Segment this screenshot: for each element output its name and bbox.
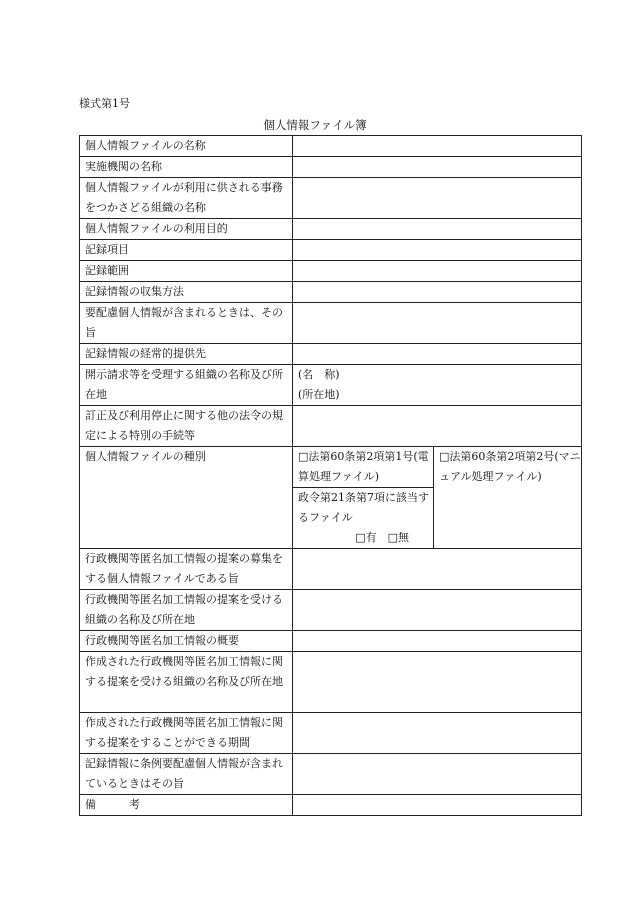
table-row — [80, 219, 582, 240]
value-cell-file-name[interactable] — [293, 136, 582, 157]
table-row — [80, 303, 582, 344]
value-cell-record-scope[interactable] — [293, 261, 582, 282]
value-cell-anonymized-info-summary[interactable] — [293, 631, 582, 652]
row-label-responsible-organization: 個人情報ファイルが利用に供される事務をつかさどる組織の名称 — [80, 178, 293, 219]
table-row — [80, 365, 582, 406]
table-row — [80, 652, 582, 713]
value-cell-proposal-receiving-office[interactable] — [293, 590, 582, 631]
value-cell-special-procedures[interactable] — [293, 406, 582, 447]
row-label-special-procedures: 訂正及び利用停止に関する他の法令の規定による特別の手続等 — [80, 406, 293, 447]
table-row — [80, 754, 582, 795]
row-label-anonymized-proposal-solicitation: 行政機関等匿名加工情報の提案の募集をする個人情報ファイルである旨 — [80, 549, 293, 590]
table-row — [80, 549, 582, 590]
value-cell-record-items[interactable] — [293, 240, 582, 261]
value-cell-proposal-period[interactable] — [293, 713, 582, 754]
row-label-disclosure-request-office: 開示請求等を受理する組織の名称及び所在地 — [80, 365, 293, 406]
value-cell-remarks[interactable] — [293, 795, 582, 816]
ordinance-yes-no-checkboxes[interactable]: □有 □無 — [355, 531, 409, 544]
table-row — [80, 631, 582, 652]
table-row — [80, 795, 582, 816]
row-label-collection-method: 記録情報の収集方法 — [80, 282, 293, 303]
document-title: 個人情報ファイル簿 — [263, 118, 367, 132]
office-name-prefix: (名 称) — [298, 368, 340, 381]
table-row — [80, 178, 582, 219]
table-row — [80, 282, 582, 303]
ordinance-note: 政令第21条第7項に該当するファイル — [298, 491, 429, 524]
row-label-file-name: 個人情報ファイルの名称 — [80, 136, 293, 157]
row-label-file-type: 個人情報ファイルの種別 — [80, 447, 293, 549]
table-row — [80, 261, 582, 282]
row-label-implementing-agency: 実施機関の名称 — [80, 157, 293, 178]
table-row — [80, 406, 582, 447]
table-row — [80, 136, 582, 157]
row-label-proposal-period: 作成された行政機関等匿名加工情報に関する提案をすることができる期間 — [80, 713, 293, 754]
value-cell-collection-method[interactable] — [293, 282, 582, 303]
row-label-created-info-proposal-office: 作成された行政機関等匿名加工情報に関する提案を受ける組織の名称及び所在地 — [80, 652, 293, 713]
table-row — [80, 344, 582, 365]
row-label-anonymized-info-summary: 行政機関等匿名加工情報の概要 — [80, 631, 293, 652]
office-address-prefix: (所在地) — [298, 388, 340, 401]
row-label-regular-recipients: 記録情報の経常的提供先 — [80, 344, 293, 365]
option-manual-file[interactable]: □法第60条第2項第2号(マニュアル処理ファイル) — [434, 447, 582, 549]
row-label-record-items: 記録項目 — [80, 240, 293, 261]
personal-info-file-register-table — [79, 135, 582, 816]
table-row — [80, 590, 582, 631]
row-label-proposal-receiving-office: 行政機関等匿名加工情報の提案を受ける組織の名称及び所在地 — [80, 590, 293, 631]
table-row — [80, 713, 582, 754]
value-cell-purpose-of-use[interactable] — [293, 219, 582, 240]
value-cell-implementing-agency[interactable] — [293, 157, 582, 178]
value-cell-sensitive-info-notice[interactable] — [293, 303, 582, 344]
value-cell-responsible-organization[interactable] — [293, 178, 582, 219]
row-label-ordinance-sensitive-info: 記録情報に条例要配慮個人情報が含まれているときはその旨 — [80, 754, 293, 795]
option-electronic-file[interactable]: □法第60条第2項第1号(電算処理ファイル) — [293, 447, 434, 488]
row-label-record-scope: 記録範囲 — [80, 261, 293, 282]
value-cell-regular-recipients[interactable] — [293, 344, 582, 365]
row-label-remarks: 備 考 — [80, 795, 293, 816]
row-label-purpose-of-use: 個人情報ファイルの利用目的 — [80, 219, 293, 240]
table-row — [80, 240, 582, 261]
form-number: 様式第1号 — [79, 97, 130, 110]
value-cell-created-info-proposal-office[interactable] — [293, 652, 582, 713]
table-row — [80, 157, 582, 178]
value-cell-anonymized-proposal-solicitation[interactable] — [293, 549, 582, 590]
row-label-sensitive-info-notice: 要配慮個人情報が含まれるときは、その旨 — [80, 303, 293, 344]
ordinance-applicability-cell — [293, 488, 434, 549]
table-row — [80, 447, 582, 488]
value-cell-ordinance-sensitive-info[interactable] — [293, 754, 582, 795]
value-cell-disclosure-request-office[interactable] — [293, 365, 582, 406]
